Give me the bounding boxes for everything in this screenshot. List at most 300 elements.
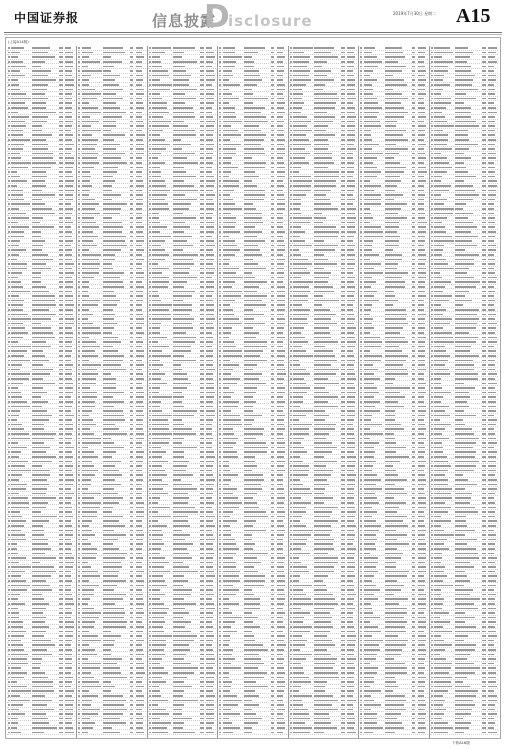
illegible-text-mark (11, 585, 30, 587)
illegible-text-mark (11, 369, 20, 371)
illegible-text-mark (8, 525, 10, 527)
illegible-text-mark (32, 474, 50, 476)
illegible-text-mark (11, 438, 30, 440)
illegible-text-mark (65, 66, 73, 68)
illegible-text-mark (8, 516, 10, 518)
illegible-text-mark (32, 79, 56, 81)
illegible-text-mark (11, 268, 27, 270)
illegible-text-mark (11, 171, 17, 173)
illegible-text-mark (8, 194, 10, 196)
illegible-text-mark (8, 268, 10, 270)
illegible-text-mark (11, 259, 17, 261)
illegible-text-mark (32, 194, 55, 196)
illegible-text-mark (11, 589, 27, 591)
illegible-text-mark (11, 254, 19, 256)
illegible-text-mark (8, 575, 10, 577)
illegible-text-mark (11, 66, 26, 68)
illegible-text-mark (8, 608, 10, 610)
illegible-text-mark (59, 125, 63, 127)
illegible-text-mark (11, 626, 23, 628)
illegible-text-mark (32, 438, 54, 440)
illegible-text-mark (65, 438, 72, 440)
illegible-text-mark (59, 396, 63, 398)
illegible-text-mark (65, 507, 72, 509)
illegible-text-mark (65, 314, 73, 316)
illegible-text-mark (32, 167, 51, 169)
illegible-text-mark (11, 194, 23, 196)
illegible-text-mark (59, 520, 63, 522)
illegible-text-mark (59, 226, 63, 228)
illegible-text-mark (11, 309, 23, 311)
illegible-text-mark (32, 203, 45, 205)
illegible-text-mark (32, 286, 46, 288)
illegible-text-mark (11, 621, 23, 623)
illegible-text-mark (59, 585, 63, 587)
illegible-text-mark (65, 245, 71, 247)
illegible-text-mark (8, 180, 10, 182)
illegible-text-mark (11, 199, 24, 201)
illegible-text-mark (65, 566, 73, 568)
illegible-text-mark (11, 139, 30, 141)
illegible-text-mark (32, 507, 46, 509)
illegible-text-mark (32, 534, 44, 536)
illegible-text-mark (59, 134, 63, 136)
illegible-text-mark (65, 226, 71, 228)
illegible-text-mark (65, 617, 71, 619)
illegible-text-mark (59, 465, 63, 467)
illegible-text-mark (8, 410, 10, 412)
illegible-text-mark (59, 121, 63, 123)
illegible-text-mark (65, 373, 72, 375)
illegible-text-mark (32, 268, 51, 270)
illegible-text-mark (65, 644, 71, 646)
illegible-text-mark (11, 350, 27, 352)
illegible-text-mark (32, 470, 50, 472)
illegible-text-mark (32, 502, 48, 504)
illegible-text-mark (59, 456, 63, 458)
illegible-text-mark (65, 575, 71, 577)
illegible-text-mark (65, 337, 73, 339)
illegible-text-mark (11, 286, 23, 288)
illegible-text-mark (32, 383, 55, 385)
illegible-text-mark (32, 341, 46, 343)
illegible-text-mark (59, 603, 63, 605)
illegible-text-mark (59, 635, 63, 637)
illegible-text-mark (11, 116, 29, 118)
illegible-text-mark (8, 654, 10, 656)
illegible-text-mark (8, 47, 10, 49)
illegible-text-mark (65, 557, 74, 559)
illegible-text-mark (65, 456, 73, 458)
illegible-text-mark (59, 295, 63, 297)
illegible-text-mark (65, 231, 72, 233)
illegible-text-mark (32, 217, 43, 219)
illegible-text-mark (65, 134, 73, 136)
illegible-text-mark (65, 530, 73, 532)
illegible-text-mark (59, 424, 63, 426)
illegible-text-mark (32, 89, 47, 91)
illegible-text-mark (8, 598, 10, 600)
illegible-text-mark (65, 626, 74, 628)
illegible-text-mark (11, 208, 19, 210)
illegible-text-mark (59, 304, 63, 306)
illegible-text-mark (8, 291, 10, 293)
illegible-text-mark (11, 217, 29, 219)
illegible-text-mark (59, 355, 63, 357)
illegible-text-mark (8, 254, 10, 256)
illegible-text-mark (59, 378, 63, 380)
section-title-en-rest: isclosure (228, 12, 313, 30)
illegible-text-mark (8, 502, 10, 504)
illegible-text-mark (59, 268, 63, 270)
illegible-text-mark (65, 125, 72, 127)
illegible-text-mark (65, 350, 72, 352)
illegible-text-mark (32, 314, 56, 316)
illegible-text-mark (59, 263, 63, 265)
illegible-text-mark (32, 461, 52, 463)
illegible-text-mark (59, 217, 63, 219)
illegible-text-mark (65, 323, 74, 325)
illegible-text-mark (32, 428, 44, 430)
illegible-text-mark (11, 327, 25, 329)
illegible-text-mark (59, 543, 63, 545)
illegible-text-mark (32, 608, 46, 610)
illegible-text-mark (8, 84, 10, 86)
illegible-text-mark (65, 585, 71, 587)
section-title-en-initial: D (204, 0, 230, 34)
illegible-text-mark (8, 332, 10, 334)
illegible-text-mark (65, 102, 72, 104)
illegible-text-mark (59, 451, 63, 453)
illegible-text-mark (32, 479, 47, 481)
illegible-text-mark (11, 295, 19, 297)
illegible-text-mark (8, 222, 10, 224)
illegible-text-mark (59, 176, 63, 178)
illegible-text-mark (59, 236, 63, 238)
illegible-text-mark (8, 484, 10, 486)
illegible-text-mark (65, 185, 73, 187)
illegible-text-mark (32, 112, 56, 114)
illegible-text-mark (59, 557, 63, 559)
illegible-text-mark (65, 488, 71, 490)
illegible-text-mark (11, 332, 28, 334)
illegible-text-mark (8, 318, 10, 320)
illegible-text-mark (8, 548, 10, 550)
illegible-text-mark (11, 598, 18, 600)
illegible-text-mark (8, 337, 10, 339)
illegible-text-mark (8, 566, 10, 568)
illegible-text-mark (32, 360, 49, 362)
illegible-text-mark (32, 631, 46, 633)
illegible-text-mark (8, 79, 10, 81)
illegible-text-mark (11, 557, 26, 559)
illegible-text-mark (8, 631, 10, 633)
illegible-text-mark (65, 112, 72, 114)
illegible-text-mark (59, 548, 63, 550)
illegible-text-mark (65, 309, 73, 311)
illegible-text-mark (32, 309, 49, 311)
illegible-text-mark (8, 185, 10, 187)
illegible-text-mark (11, 566, 31, 568)
illegible-text-mark (59, 84, 63, 86)
illegible-text-mark (11, 488, 26, 490)
illegible-text-mark (59, 249, 63, 251)
illegible-text-mark (65, 621, 74, 623)
illegible-text-mark (32, 208, 52, 210)
illegible-text-mark (32, 447, 50, 449)
illegible-text-mark (11, 125, 26, 127)
illegible-text-mark (11, 525, 24, 527)
illegible-text-mark (32, 392, 47, 394)
illegible-text-mark (32, 406, 42, 408)
illegible-text-mark (11, 461, 28, 463)
illegible-text-mark (32, 520, 49, 522)
illegible-text-mark (65, 493, 74, 495)
illegible-text-mark (65, 378, 72, 380)
illegible-text-mark (65, 410, 71, 412)
illegible-text-mark (32, 493, 46, 495)
illegible-text-mark (8, 121, 10, 123)
illegible-text-mark (8, 667, 10, 669)
illegible-text-mark (32, 617, 46, 619)
illegible-text-mark (65, 304, 74, 306)
illegible-text-mark (59, 272, 63, 274)
illegible-text-mark (11, 318, 31, 320)
illegible-text-mark (59, 291, 63, 293)
illegible-text-mark (59, 369, 63, 371)
illegible-text-mark (65, 603, 74, 605)
illegible-text-mark (32, 603, 49, 605)
illegible-text-mark (65, 525, 72, 527)
illegible-text-mark (32, 640, 51, 642)
illegible-text-mark (11, 364, 22, 366)
illegible-text-mark (59, 580, 63, 582)
illegible-text-mark (32, 635, 44, 637)
illegible-text-mark (11, 396, 22, 398)
illegible-text-mark (59, 199, 63, 201)
illegible-text-mark (8, 589, 10, 591)
illegible-text-mark (59, 300, 63, 302)
illegible-text-mark (59, 621, 63, 623)
illegible-text-mark (11, 548, 17, 550)
illegible-text-mark (32, 337, 55, 339)
illegible-text-mark (65, 148, 72, 150)
illegible-text-mark (8, 245, 10, 247)
illegible-text-mark (65, 548, 71, 550)
illegible-text-mark (65, 157, 74, 159)
illegible-text-mark (32, 580, 46, 582)
illegible-text-mark (32, 130, 42, 132)
illegible-text-mark (8, 520, 10, 522)
illegible-text-mark (11, 346, 31, 348)
illegible-text-mark (8, 539, 10, 541)
illegible-text-mark (11, 102, 25, 104)
illegible-text-mark (65, 153, 71, 155)
illegible-text-mark (59, 327, 63, 329)
illegible-text-mark (32, 530, 44, 532)
illegible-text-mark (11, 162, 31, 164)
illegible-text-mark (59, 364, 63, 366)
illegible-text-mark (8, 112, 10, 114)
illegible-text-mark (65, 213, 72, 215)
illegible-text-mark (59, 447, 63, 449)
illegible-text-mark (59, 56, 63, 58)
illegible-text-mark (11, 300, 24, 302)
illegible-text-mark (11, 649, 24, 651)
illegible-text-mark (32, 240, 45, 242)
illegible-text-mark (11, 658, 27, 660)
illegible-text-mark (32, 543, 48, 545)
illegible-text-mark (8, 373, 10, 375)
illegible-text-mark (32, 644, 55, 646)
illegible-text-mark (65, 562, 74, 564)
illegible-text-mark (8, 89, 10, 91)
illegible-text-mark (65, 516, 73, 518)
illegible-text-mark (59, 575, 63, 577)
illegible-text-mark (65, 392, 73, 394)
illegible-text-mark (59, 392, 63, 394)
illegible-text-mark (65, 640, 72, 642)
illegible-text-mark (32, 557, 56, 559)
illegible-text-mark (32, 107, 46, 109)
illegible-text-mark (59, 534, 63, 536)
illegible-text-mark (11, 608, 18, 610)
illegible-text-mark (8, 401, 10, 403)
illegible-text-mark (8, 66, 10, 68)
illegible-text-mark (8, 456, 10, 458)
illegible-text-mark (11, 148, 23, 150)
illegible-text-mark (59, 640, 63, 642)
illegible-text-mark (32, 589, 52, 591)
illegible-text-mark (59, 47, 63, 49)
illegible-text-mark (8, 419, 10, 421)
illegible-text-mark (11, 470, 31, 472)
illegible-text-mark (59, 658, 63, 660)
illegible-text-mark (8, 70, 10, 72)
illegible-text-mark (8, 553, 10, 555)
illegible-text-mark (65, 433, 72, 435)
illegible-text-mark (8, 167, 10, 169)
illegible-text-mark (32, 272, 41, 274)
illegible-text-mark (11, 571, 25, 573)
illegible-text-mark (59, 180, 63, 182)
illegible-text-mark (8, 493, 10, 495)
illegible-text-mark (59, 231, 63, 233)
illegible-text-mark (8, 424, 10, 426)
illegible-text-mark (65, 406, 72, 408)
illegible-text-mark (8, 378, 10, 380)
illegible-text-mark (65, 594, 72, 596)
illegible-text-mark (8, 635, 10, 637)
illegible-text-mark (8, 226, 10, 228)
illegible-text-mark (11, 107, 28, 109)
illegible-text-mark (11, 392, 21, 394)
illegible-text-mark (65, 199, 73, 201)
illegible-text-mark (11, 79, 18, 81)
illegible-text-mark (65, 272, 74, 274)
illegible-text-mark (8, 562, 10, 564)
illegible-text-mark (59, 598, 63, 600)
illegible-text-mark (11, 378, 29, 380)
illegible-text-mark (11, 543, 17, 545)
illegible-text-mark (8, 474, 10, 476)
illegible-text-mark (32, 654, 52, 656)
illegible-text-mark (59, 479, 63, 481)
illegible-text-mark (65, 497, 72, 499)
newspaper-logo: 中国证券报 (14, 9, 79, 26)
illegible-text-mark (59, 70, 63, 72)
illegible-text-mark (32, 300, 55, 302)
illegible-text-mark (65, 649, 72, 651)
illegible-text-mark (32, 263, 46, 265)
illegible-text-mark (8, 281, 10, 283)
illegible-text-mark (65, 254, 72, 256)
masthead-rule (4, 32, 502, 33)
illegible-text-mark (8, 442, 10, 444)
illegible-text-mark (65, 84, 74, 86)
illegible-text-mark (8, 56, 10, 58)
illegible-text-mark (32, 157, 53, 159)
illegible-text-mark (32, 259, 53, 261)
illegible-text-mark (8, 295, 10, 297)
illegible-text-mark (65, 543, 72, 545)
illegible-text-mark (65, 461, 72, 463)
illegible-text-mark (11, 373, 30, 375)
illegible-text-mark (32, 281, 41, 283)
illegible-text-mark (59, 562, 63, 564)
illegible-text-mark (11, 341, 18, 343)
illegible-text-mark (59, 373, 63, 375)
illegible-text-mark (59, 433, 63, 435)
illegible-text-mark (11, 231, 24, 233)
illegible-text-mark (11, 562, 19, 564)
illegible-text-mark (32, 199, 42, 201)
illegible-text-mark (65, 222, 73, 224)
illegible-text-mark (59, 66, 63, 68)
illegible-text-mark (59, 337, 63, 339)
illegible-text-mark (11, 167, 28, 169)
illegible-text-mark (32, 465, 42, 467)
illegible-text-mark (11, 631, 26, 633)
illegible-text-mark (65, 419, 72, 421)
illegible-text-mark (8, 217, 10, 219)
illegible-text-mark (8, 116, 10, 118)
illegible-text-mark (59, 360, 63, 362)
illegible-text-mark (32, 254, 48, 256)
illegible-text-mark (59, 259, 63, 261)
illegible-text-mark (59, 61, 63, 63)
illegible-text-mark (11, 98, 31, 100)
illegible-text-mark (8, 465, 10, 467)
illegible-text-mark (32, 451, 46, 453)
illegible-text-mark (65, 236, 72, 238)
illegible-text-mark (32, 47, 50, 49)
illegible-text-mark (11, 424, 22, 426)
illegible-text-mark (11, 263, 27, 265)
illegible-text-mark (8, 144, 10, 146)
illegible-text-mark (11, 383, 23, 385)
illegible-text-mark (32, 442, 44, 444)
illegible-text-mark (65, 360, 71, 362)
illegible-text-mark (11, 447, 27, 449)
illegible-text-mark (65, 263, 74, 265)
illegible-text-mark (59, 566, 63, 568)
illegible-text-mark (32, 277, 41, 279)
illegible-text-mark (59, 516, 63, 518)
illegible-text-mark (11, 153, 20, 155)
illegible-text-mark (32, 387, 43, 389)
illegible-text-mark (32, 176, 47, 178)
